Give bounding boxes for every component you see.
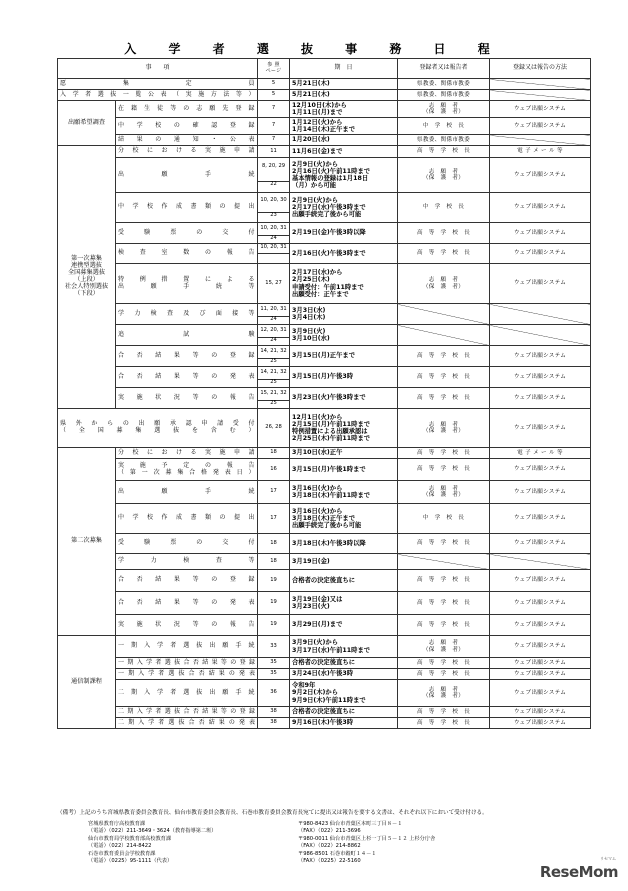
table-row	[58, 101, 591, 118]
row-who: 中 学 校 長	[398, 504, 490, 534]
row-how: ウェブ出願システム	[490, 346, 591, 367]
row-page: 7	[258, 135, 290, 146]
table-row	[58, 193, 591, 223]
row-page: 7	[258, 118, 290, 135]
row-date: 2月16日(火)午後3時まで	[290, 244, 398, 264]
header-who: 登録者又は報告者	[398, 59, 490, 79]
row-who: 高 等 学 校 長	[398, 367, 490, 388]
page-lower: 24	[270, 234, 277, 241]
row-date: 合格者の決定後直ちに	[290, 707, 398, 718]
row-how: ウェブ出願システム	[490, 658, 591, 669]
row-page: 18	[258, 448, 290, 459]
page-lower: 23	[270, 211, 277, 218]
header-item: 事 項	[58, 59, 258, 79]
page-lower-empty	[258, 254, 289, 263]
row-page: 38	[258, 707, 290, 718]
table-row	[58, 570, 591, 592]
row-page	[258, 325, 290, 346]
page-lower: 25	[270, 357, 277, 364]
page-lower: 25	[270, 378, 277, 385]
row-date: 12月1日(火)から 2月15日(月)午前11時まで 特例措置による出願承認は 2月25日(木)午前11時まで	[290, 409, 398, 448]
row-date: 3月23日(火)午後3時まで	[290, 388, 398, 409]
table-row	[58, 592, 591, 615]
row-page	[258, 223, 290, 244]
contact-entry	[88, 851, 518, 864]
table-row	[58, 367, 591, 388]
row-who: 高 等 学 校 長	[398, 718, 490, 729]
row-item: 中学校の確認登録	[116, 118, 258, 135]
row-item: 出 願 手 続	[116, 158, 258, 193]
table-row	[58, 223, 591, 244]
table-row	[58, 707, 591, 718]
row-date: 5月21日(木)	[290, 79, 398, 90]
row-item: 受 験 票 の 交 付	[116, 534, 258, 554]
row-how: 電 子 メ ー ル 等	[490, 448, 591, 459]
group-label: 第一次募集 連携型選抜 全国募集選抜 （上段） 社会人特別選抜 （下段）	[58, 146, 116, 409]
contacts-block	[88, 821, 518, 866]
row-page: 19	[258, 615, 290, 636]
row-how: ウェブ出願システム	[490, 636, 591, 658]
row-who: 高 等 学 校 長	[398, 707, 490, 718]
contact-office: 石巻市教育委員会学校教育課	[88, 851, 156, 857]
row-page	[258, 367, 290, 388]
row-who: 県教委、関係市教委	[398, 79, 490, 90]
row-how: ウェブ出願システム	[490, 101, 591, 118]
table-row	[58, 135, 591, 146]
row-item: 在籍生徒等の志願先登録	[116, 101, 258, 118]
contact-fax: （FAX）（022）214-8862	[298, 842, 361, 849]
row-who: 県教委、関係市教委	[398, 90, 490, 101]
row-item: 一期入学者選抜出願手続	[116, 636, 258, 658]
row-who: 志 願 者 （保 護 者）	[398, 636, 490, 658]
row-how: ウェブ出願システム	[490, 680, 591, 707]
row-who: 高 等 学 校 長	[398, 346, 490, 367]
row-who: 高 等 学 校 長	[398, 244, 490, 264]
row-date: 3月9日(火) 3月10日(水)	[290, 325, 398, 346]
contact-phone: （電話）（022）214-8422	[88, 842, 152, 849]
group-label: 第二次募集	[58, 448, 116, 636]
row-item: 県外からの出願承認申請受付 （全国募集選抜を含む）	[58, 409, 258, 448]
row-who: 高 等 学 校 長	[398, 615, 490, 636]
table-row	[58, 554, 591, 570]
page-title: 入 学 者 選 抜 事 務 日 程	[124, 42, 504, 56]
row-item: 学力検査及び面接等	[116, 304, 258, 325]
row-item: 追 試 験	[116, 325, 258, 346]
row-date: 3月16日(火)から 3月18日(木)午前11時まで	[290, 481, 398, 504]
row-date: 合格者の決定後直ちに	[290, 658, 398, 669]
table-row	[58, 504, 591, 534]
row-page: 15, 27	[258, 264, 290, 304]
schedule-table	[57, 58, 591, 729]
row-date: 1月20日(水)	[290, 135, 398, 146]
contact-address: 〒986-8501 石巻市穀町１４－１	[298, 851, 377, 857]
row-who: 高 等 学 校 長	[398, 459, 490, 481]
row-who-empty	[398, 554, 490, 570]
row-how-empty	[490, 304, 591, 325]
row-who: 高 等 学 校 長	[398, 570, 490, 592]
page-upper: 15, 21, 32	[258, 390, 289, 401]
row-date: 3月24日(水)午後3時	[290, 669, 398, 680]
page-upper: 10, 20, 31	[258, 225, 289, 236]
row-page: 33	[258, 636, 290, 658]
row-how-empty	[490, 135, 591, 146]
group-label: 通信制課程	[58, 636, 116, 729]
row-date: 2月17日(水)から 2月25日(木) 申請受付：午前11時まで 出願受付：正午まで	[290, 264, 398, 304]
row-page	[258, 244, 290, 264]
row-date: 3月9日(火)から 3月17日(水)午前11時まで	[290, 636, 398, 658]
table-row	[58, 658, 591, 669]
table-row	[58, 158, 591, 193]
row-how: ウェブ出願システム	[490, 615, 591, 636]
row-how: ウェブ出願システム	[490, 409, 591, 448]
row-how: ウェブ出願システム	[490, 264, 591, 304]
row-page	[258, 304, 290, 325]
row-who: 高 等 学 校 長	[398, 592, 490, 615]
row-item: 一期入学者選抜合否結果の発表	[116, 669, 258, 680]
row-date: 3月15日(月)正午まで	[290, 346, 398, 367]
row-date: 3月19日(金)又は 3月23日(火)	[290, 592, 398, 615]
row-item: 合 否 結 果 等 の 発 表	[116, 592, 258, 615]
row-page: 5	[258, 79, 290, 90]
table-row	[58, 459, 591, 481]
row-who: 高 等 学 校 長	[398, 669, 490, 680]
row-date: 12月10日(木)から 1月11日(月)まで	[290, 101, 398, 118]
row-item: 検 査 室 数 の 報 告	[116, 244, 258, 264]
contact-office: 仙台市教育局学校教育部高校教育課	[88, 836, 172, 842]
row-page: 18	[258, 554, 290, 570]
row-how: ウェブ出願システム	[490, 158, 591, 193]
row-date: 9月16日(木)午後3時	[290, 718, 398, 729]
row-who: 高 等 学 校 長	[398, 223, 490, 244]
row-page: 35	[258, 658, 290, 669]
table-row	[58, 146, 591, 158]
row-who: 高 等 学 校 長	[398, 534, 490, 554]
row-how: ウェブ出願システム	[490, 592, 591, 615]
row-how: ウェブ出願システム	[490, 118, 591, 135]
table-row	[58, 534, 591, 554]
logo-text: ReseMom	[539, 863, 618, 881]
row-page: 26, 28	[258, 409, 290, 448]
row-item: 学 力 検 査 等	[116, 554, 258, 570]
row-date: 2月19日(金)午後3時以降	[290, 223, 398, 244]
row-how-empty	[490, 79, 591, 90]
page-upper: 14, 21, 32	[258, 369, 289, 380]
page-upper: 12, 20, 31	[258, 327, 289, 338]
row-who: 中 学 校 長	[398, 193, 490, 223]
table-row	[58, 481, 591, 504]
page-upper: 10, 20, 31	[258, 244, 289, 254]
table-row	[58, 615, 591, 636]
row-page: 7	[258, 101, 290, 118]
row-who: 志 願 者 （保 護 者）	[398, 481, 490, 504]
row-date: 合格者の決定後直ちに	[290, 570, 398, 592]
row-how: ウェブ出願システム	[490, 244, 591, 264]
contact-phone: （電話）（022）211-3649・3624（教育指導第二班）	[88, 827, 217, 834]
row-date: 2月9日(火)から 2月17日(水)午後3時まで 出願手続完了後から可能	[290, 193, 398, 223]
row-how: ウェブ出願システム	[490, 669, 591, 680]
row-item: 特 例 措 置 に よ る 出 願 手 続 等	[116, 264, 258, 304]
page-lower: 25	[270, 399, 277, 406]
row-date: 3月18日(木)午後3時以降	[290, 534, 398, 554]
group-label: 出願希望調査	[58, 101, 116, 146]
table-row	[58, 718, 591, 729]
row-how: ウェブ出願システム	[490, 534, 591, 554]
contact-phone: （電話）（0225）95-1111（代表）	[88, 857, 173, 864]
row-who: 志 願 者 （保 護 者）	[398, 158, 490, 193]
row-who: 志 願 者 （保 護 者）	[398, 409, 490, 448]
row-page: 35	[258, 669, 290, 680]
row-page: 16	[258, 459, 290, 481]
row-how: ウェブ出願システム	[490, 707, 591, 718]
contact-entry	[88, 821, 518, 834]
row-page: 38	[258, 718, 290, 729]
row-who: 高 等 学 校 長	[398, 448, 490, 459]
row-who: 中 学 校 長	[398, 118, 490, 135]
contact-fax: （FAX）（022）211-3696	[298, 827, 361, 834]
row-how-empty	[490, 325, 591, 346]
table-row	[58, 79, 591, 90]
row-how: ウェブ出願システム	[490, 388, 591, 409]
table-row	[58, 669, 591, 680]
row-item: 中学校作成書類の提出	[116, 193, 258, 223]
contact-address: 〒980-0011 仙台市青葉区上杉一丁目５－１２ 上杉分庁舎	[298, 836, 436, 842]
row-who: 志 願 者 （保 護 者）	[398, 264, 490, 304]
resemom-logo	[539, 856, 618, 881]
row-item: 分校における実施申請	[116, 146, 258, 158]
header-page: 参 照 ページ	[258, 59, 290, 79]
row-page: 18	[258, 534, 290, 554]
row-item: 合 否 結 果 等 の 登 録	[116, 570, 258, 592]
row-item: 中学校作成書類の提出	[116, 504, 258, 534]
row-page	[258, 346, 290, 367]
row-who: 県教委、関係市教委	[398, 135, 490, 146]
table-row	[58, 680, 591, 707]
row-date: 3月15日(月)午後1時まで	[290, 459, 398, 481]
page-lower: 24	[270, 336, 277, 343]
page-upper: 10, 20, 30	[258, 197, 289, 213]
page-lower: 22	[270, 180, 277, 187]
table-row	[58, 325, 591, 346]
row-page: 19	[258, 592, 290, 615]
row-date: 3月3日(水) 3月4日(木)	[290, 304, 398, 325]
table-row	[58, 264, 591, 304]
row-page: 5	[258, 90, 290, 101]
table-row	[58, 409, 591, 448]
row-how: ウェブ出願システム	[490, 367, 591, 388]
row-page: 17	[258, 481, 290, 504]
row-date: 5月21日(木)	[290, 90, 398, 101]
row-page	[258, 193, 290, 223]
row-how: ウェブ出願システム	[490, 481, 591, 504]
row-item: 合 否 結 果 等 の 登 録	[116, 346, 258, 367]
row-item: 合 否 結 果 等 の 発 表	[116, 367, 258, 388]
row-page	[258, 158, 290, 193]
contact-fax: （FAX）（0225）22-5160	[298, 857, 361, 864]
row-item: 実 施 予 定 の 報 告 （第一次募集合格発表日）	[116, 459, 258, 481]
row-who: 高 等 学 校 長	[398, 658, 490, 669]
row-date: 令和9年 9月2日(木)から 9月9日(木)午前11時まで	[290, 680, 398, 707]
row-item: 愿 集 定 員	[58, 79, 258, 90]
remarks-note: （備考）上記のうち宮城県教育委員会教育長、仙台市教育委員会教育長、石巻市教育委員会教育長宛てに提出又は報告を要する文書は、それぞれ以下において受け付ける。	[57, 810, 488, 816]
table-row	[58, 388, 591, 409]
row-page: 36	[258, 680, 290, 707]
table-row	[58, 244, 591, 264]
page-upper: 8, 20, 29	[258, 163, 289, 182]
row-item: 一期入学者選抜合否結果等の登録	[116, 658, 258, 669]
row-how: ウェブ出願システム	[490, 504, 591, 534]
row-item: 出 願 手 続	[116, 481, 258, 504]
row-who-empty	[398, 304, 490, 325]
row-date: 3月19日(金)	[290, 554, 398, 570]
contact-address: 〒980-8423 仙台市青葉区本町三丁目８－１	[298, 821, 403, 827]
contact-entry	[88, 836, 518, 849]
row-item: 二期入学者選抜合否結果の発表	[116, 718, 258, 729]
row-how: ウェブ出願システム	[490, 223, 591, 244]
row-item: 分校における実施申請	[116, 448, 258, 459]
row-item: 実 施 状 況 等 の 報 告	[116, 388, 258, 409]
row-how: ウェブ出願システム	[490, 459, 591, 481]
table-row	[58, 346, 591, 367]
table-row	[58, 118, 591, 135]
row-who: 高 等 学 校 長	[398, 388, 490, 409]
table-row	[58, 304, 591, 325]
row-item: 結果の通知・公表	[116, 135, 258, 146]
table-row	[58, 90, 591, 101]
row-item: 受 験 票 の 交 付	[116, 223, 258, 244]
logo-sub: リセマム	[600, 856, 616, 861]
row-item: 入学者選抜一覧公表（実施方法等）	[58, 90, 258, 101]
row-how-empty	[490, 554, 591, 570]
row-who: 志 願 者 （保 護 者）	[398, 680, 490, 707]
row-how: 電 子 メ ー ル 等	[490, 146, 591, 158]
row-page	[258, 388, 290, 409]
row-date: 3月16日(火)から 3月18日(木)正午まで 出願手続完了後から可能	[290, 504, 398, 534]
row-item: 二期入学者選抜出願手続	[116, 680, 258, 707]
table-row	[58, 448, 591, 459]
row-item: 二期入学者選抜合否結果等の登録	[116, 707, 258, 718]
row-how-empty	[490, 90, 591, 101]
page-upper: 11, 20, 31	[258, 306, 289, 317]
row-item: 実 施 状 況 等 の 報 告	[116, 615, 258, 636]
header-how: 登録又は報告の方法	[490, 59, 591, 79]
row-who: 高 等 学 校 長	[398, 146, 490, 158]
row-date: 3月15日(月)午後3時	[290, 367, 398, 388]
row-date: 11月6日(金)まで	[290, 146, 398, 158]
row-page: 19	[258, 570, 290, 592]
row-date: 1月12日(火)から 1月14日(木)正午まで	[290, 118, 398, 135]
row-who-empty	[398, 325, 490, 346]
row-page: 11	[258, 146, 290, 158]
row-date: 3月29日(月)まで	[290, 615, 398, 636]
contact-office: 宮城県教育庁高校教育課	[88, 821, 146, 827]
row-how: ウェブ出願システム	[490, 193, 591, 223]
row-how: ウェブ出願システム	[490, 718, 591, 729]
row-date: 3月10日(水)正午	[290, 448, 398, 459]
table-header-row	[58, 59, 591, 79]
row-who: 志 願 者 （保 護 者）	[398, 101, 490, 118]
row-how: ウェブ出願システム	[490, 570, 591, 592]
header-date: 期 日	[290, 59, 398, 79]
page-upper: 14, 21, 32	[258, 348, 289, 359]
table-row	[58, 636, 591, 658]
row-page: 17	[258, 504, 290, 534]
row-date: 2月9日(火)から 2月16日(火)午前11時まで 基本情報の登録は1月18日 （月）から可能	[290, 158, 398, 193]
page-lower: 24	[270, 315, 277, 322]
